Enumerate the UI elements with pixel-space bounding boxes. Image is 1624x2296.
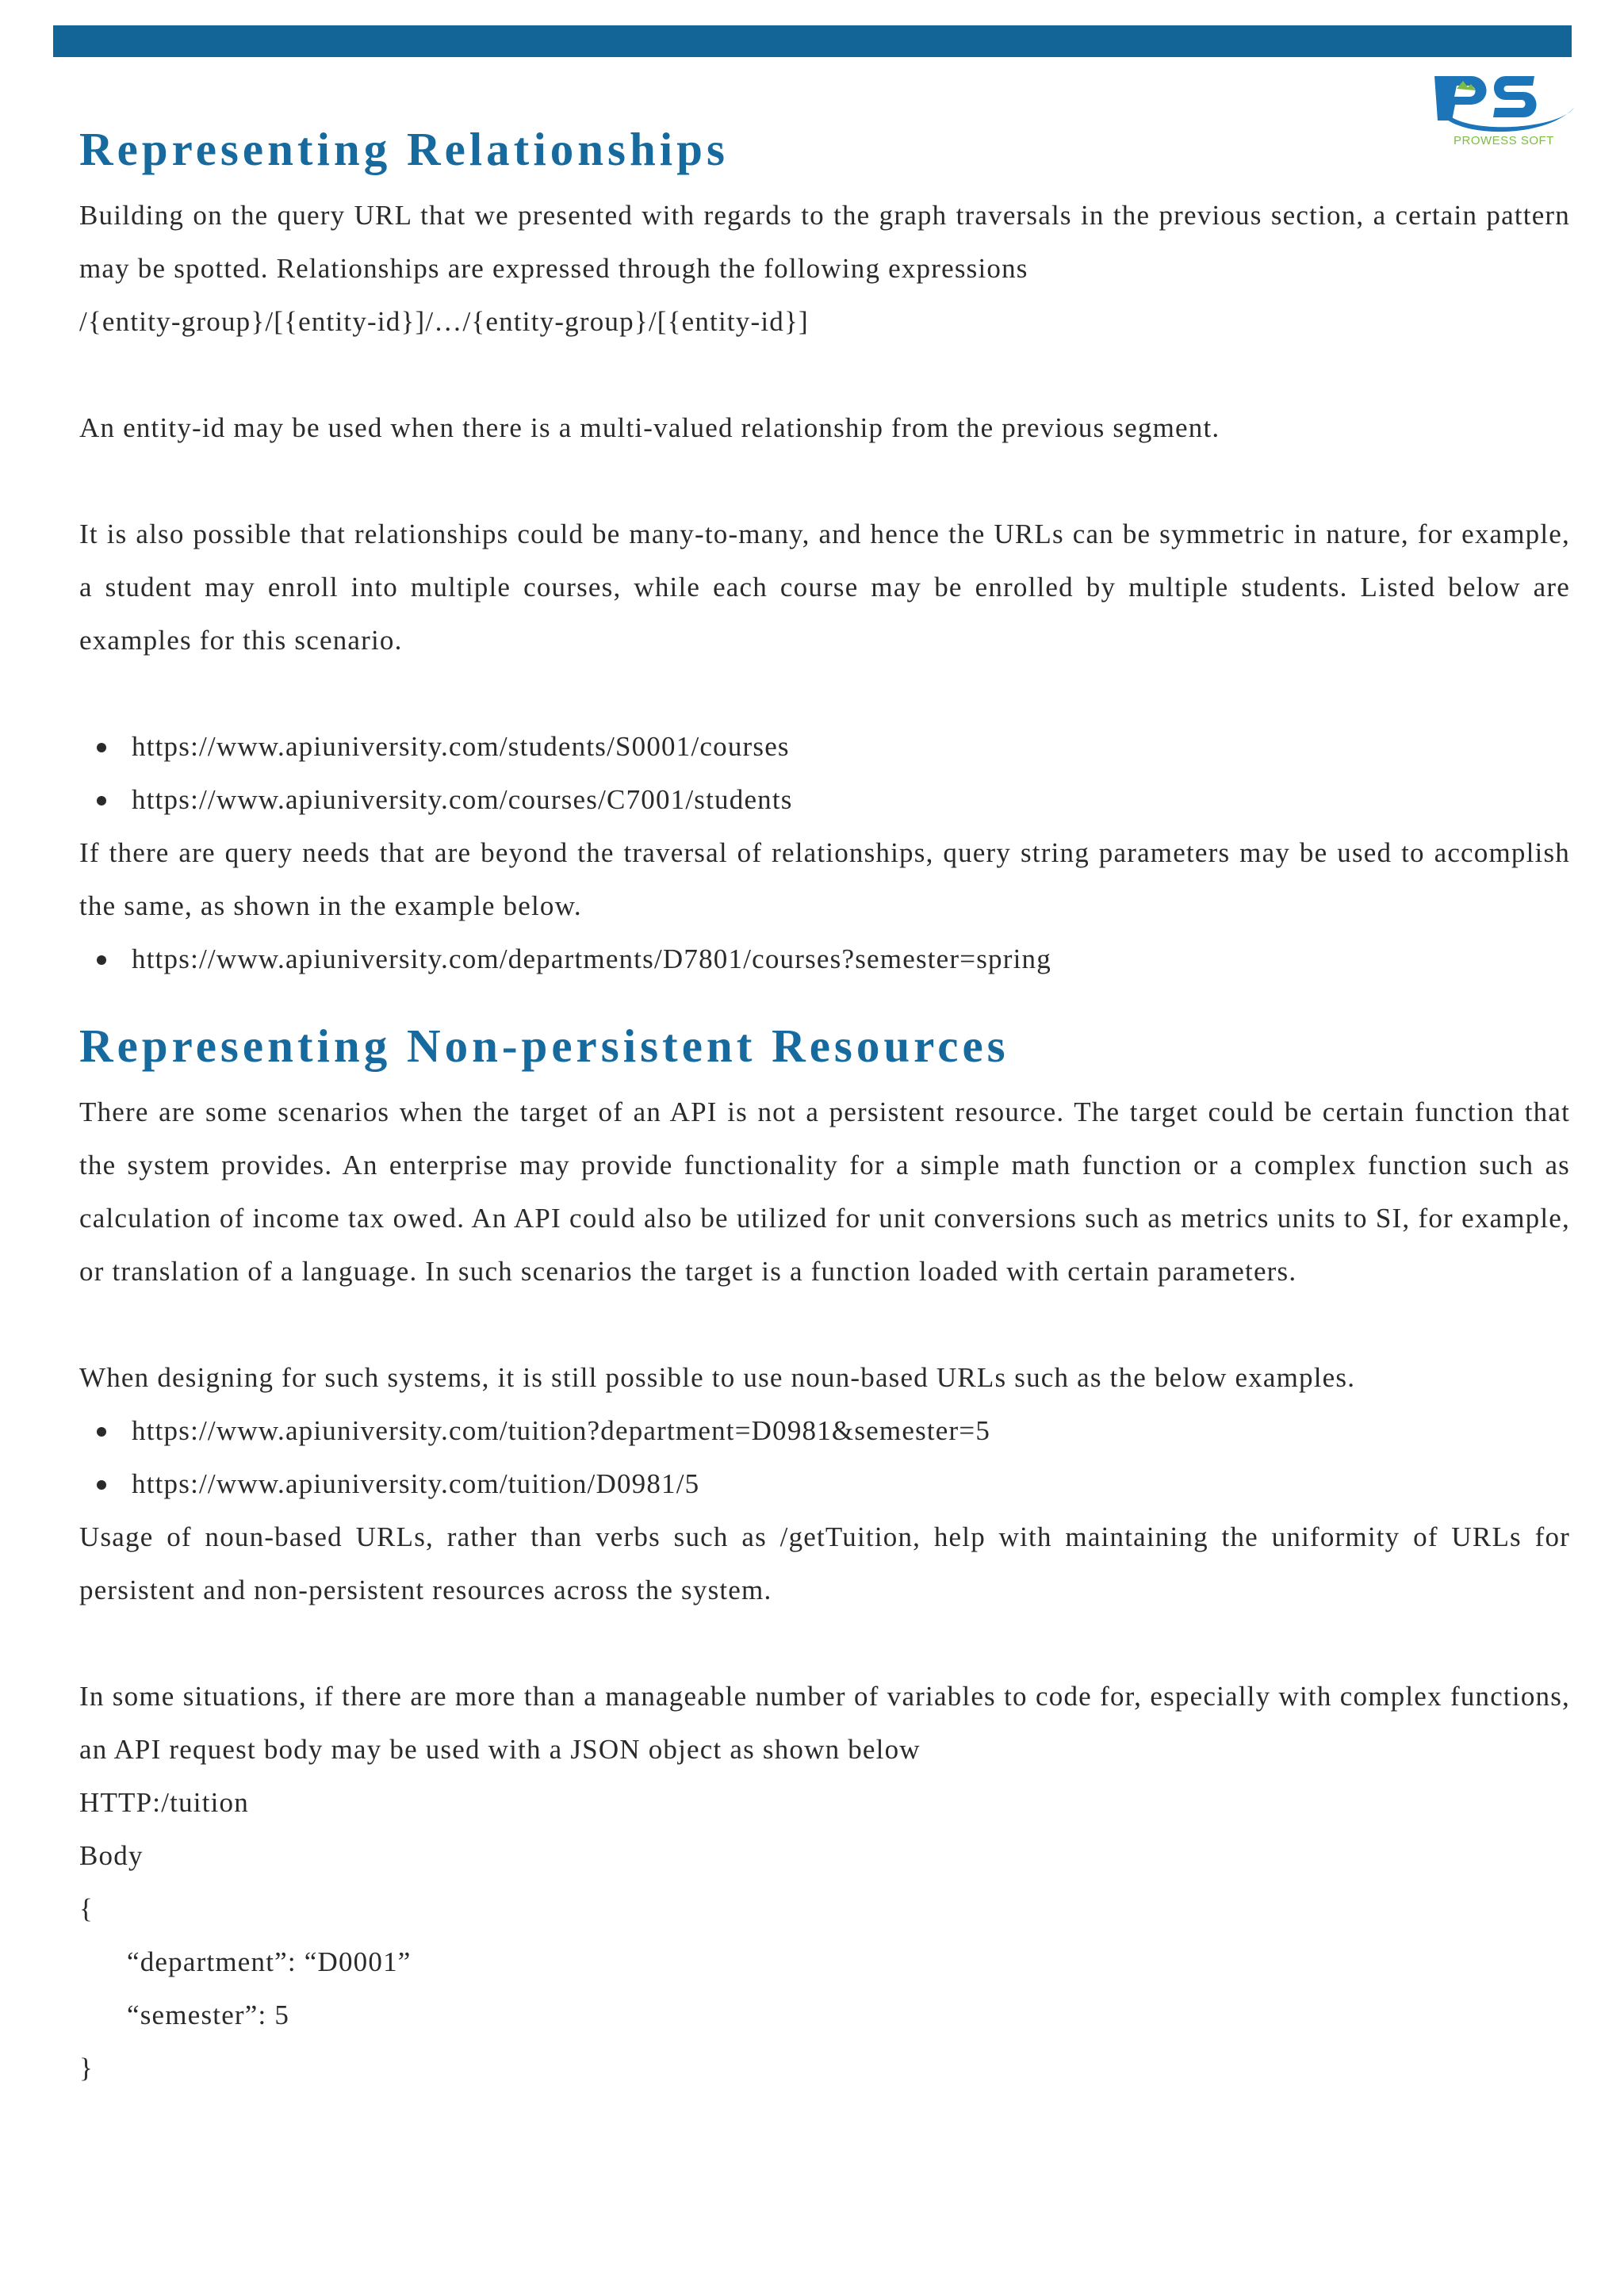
url-text: https://www.apiuniversity.com/tuition?department=D0981&semester=5 <box>132 1415 991 1446</box>
logo-text: PROWESS SOFT <box>1454 134 1554 147</box>
list-item <box>79 1404 1570 1457</box>
code-line: Body <box>79 1840 144 1871</box>
list-item <box>79 932 1570 985</box>
url-text: https://www.apiuniversity.com/departments/D7801/courses?semester=spring <box>132 943 1051 974</box>
url-text: https://www.apiuniversity.com/tuition/D0981/5 <box>132 1468 700 1499</box>
header-bar <box>53 25 1572 57</box>
document-body <box>79 117 1570 2095</box>
paragraph: It is also possible that relationships could be many-to-many, and hence the URLs can be symmetric in nature, for example, a student may enroll into multiple courses, while each course may be enrolled by multiple students. Listed below are examples for this scenario. <box>79 519 1570 656</box>
paragraph: When designing for such systems, it is still possible to use noun-based URLs such as the below examples. <box>79 1362 1356 1393</box>
code-line: “semester”: 5 <box>127 1999 290 2030</box>
paragraph: If there are query needs that are beyond the traversal of relationships, query string parameters may be used to accomplish the same, as shown in the example below. <box>79 837 1570 921</box>
list-item <box>79 1457 1570 1510</box>
url-text: https://www.apiuniversity.com/students/S0001/courses <box>132 731 790 762</box>
code-line: HTTP:/tuition <box>79 1787 249 1818</box>
expression-line: /{entity-group}/[{entity-id}]/…/{entity-group}/[{entity-id}] <box>79 306 809 337</box>
list-item <box>79 720 1570 773</box>
bullet-icon <box>97 796 106 806</box>
bullet-icon <box>97 1480 106 1490</box>
bullet-icon <box>97 955 106 965</box>
list-item <box>79 773 1570 826</box>
paragraph: Usage of noun-based URLs, rather than verbs such as /getTuition, help with maintaining the uniformity of URLs for persistent and non-persistent resources across the system. <box>79 1521 1570 1605</box>
paragraph: In some situations, if there are more than a manageable number of variables to code for, especially with complex functions, an API request body may be used with a JSON object as shown below <box>79 1681 1570 1765</box>
paragraph: An entity-id may be used when there is a multi-valued relationship from the previous segment. <box>79 412 1220 443</box>
paragraph: There are some scenarios when the target of an API is not a persistent resource. The target could be certain function that the system provides. An enterprise may provide functionality for a simple math function or a complex function such as calculation of income tax owed. An API could also be utilized for unit conversions such as metrics units to SI, for example, or translation of a language. In such scenarios the target is a function loaded with certain parameters. <box>79 1096 1570 1287</box>
section-title-relationships: Representing Relationships <box>79 123 729 175</box>
code-line: { <box>79 1893 94 1924</box>
url-list <box>79 1404 1570 1510</box>
url-list <box>79 932 1570 985</box>
code-line: } <box>79 2053 94 2084</box>
bullet-icon <box>97 743 106 752</box>
paragraph: Building on the query URL that we presented with regards to the graph traversals in the previous section, a certain pattern may be spotted. Relationships are expressed through the following expressions <box>79 200 1570 284</box>
code-line: “department”: “D0001” <box>127 1946 412 1977</box>
url-list <box>79 720 1570 826</box>
url-text: https://www.apiuniversity.com/courses/C7001/students <box>132 784 793 815</box>
section-title-non-persistent: Representing Non-persistent Resources <box>79 1020 1009 1072</box>
bullet-icon <box>97 1427 106 1437</box>
